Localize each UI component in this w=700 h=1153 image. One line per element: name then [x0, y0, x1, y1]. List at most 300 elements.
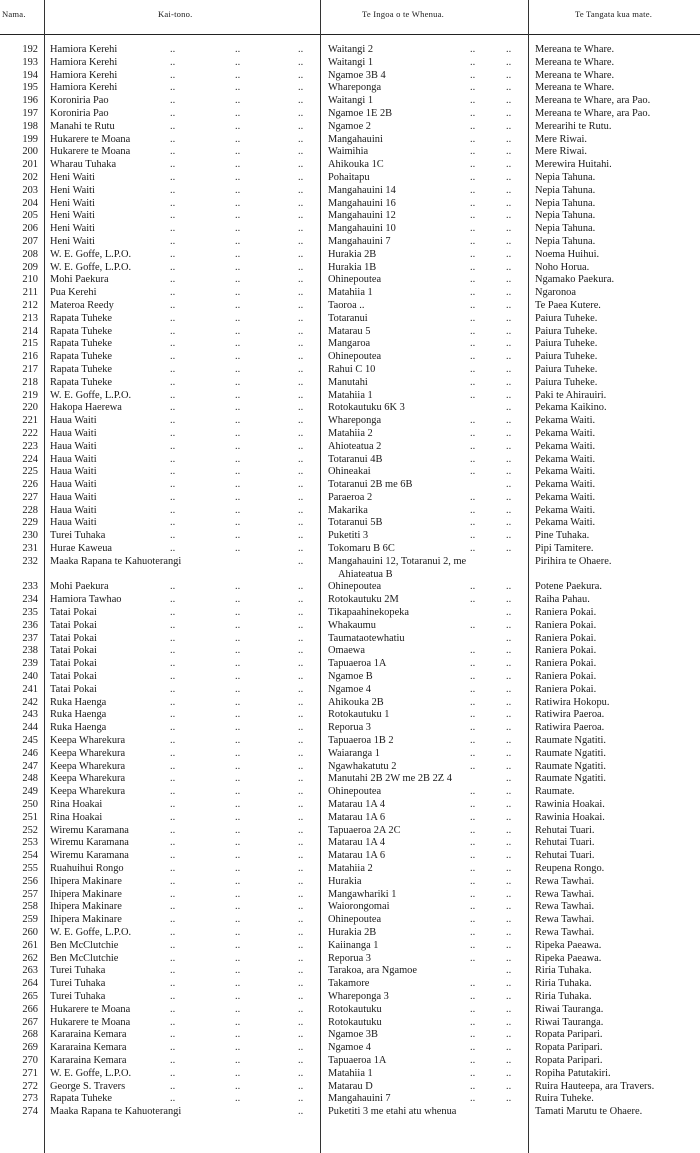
leader-dots: [506, 108, 511, 121]
table-row: [0, 1042, 700, 1055]
row-number: 227: [22, 491, 38, 503]
applicant-name: Heni Waiti: [50, 210, 95, 222]
table-row: [0, 530, 700, 543]
table-row: [0, 1106, 700, 1119]
table-row: [0, 607, 700, 620]
land-name: Ohinepoutea: [328, 351, 382, 363]
leader-dots: [506, 1004, 511, 1017]
land-name: Pohaitapu: [328, 171, 370, 183]
deceased-name: Nepia Tahuna.: [535, 184, 596, 196]
leader-dots: [470, 172, 475, 185]
row-number: 194: [22, 69, 38, 81]
leader-dots: [298, 940, 303, 953]
leader-dots: [298, 1017, 303, 1030]
leader-dots: [470, 415, 475, 428]
table-row: [0, 543, 700, 556]
row-number: 267: [22, 1016, 38, 1028]
deceased-name: Ropata Paripari.: [535, 1029, 603, 1041]
leader-dots: [506, 1093, 511, 1106]
land-name: Ngamoe 1E 2B: [328, 107, 393, 119]
table-row: [0, 633, 700, 646]
leader-dots: [298, 620, 303, 633]
leader-dots: [506, 57, 511, 70]
leader-dots: [298, 1004, 303, 1017]
applicant-name: Rapata Tuheke: [50, 338, 113, 350]
row-number: 213: [22, 312, 38, 324]
leader-dots: [298, 262, 303, 275]
table-row: [0, 82, 700, 95]
leader-dots: [506, 927, 511, 940]
table-row: [0, 351, 700, 364]
leader-dots: [506, 428, 511, 441]
leader-dots: [298, 70, 303, 83]
leader-dots: [506, 274, 511, 287]
deceased-name: Pekama Kaikino.: [535, 402, 607, 414]
table-row: [0, 313, 700, 326]
land-name: Kaiinanga 1: [328, 939, 379, 951]
leader-dots: [506, 722, 511, 735]
row-number: 192: [22, 44, 38, 55]
applicant-name: Turei Tuhaka: [50, 990, 106, 1002]
leader-dots: [470, 812, 475, 825]
leader-dots: [470, 492, 475, 505]
leader-dots: [470, 146, 475, 159]
land-name: Rahui C 10: [328, 363, 376, 375]
applicant-name: Haua Waiti: [50, 466, 97, 478]
leader-dots: [506, 159, 511, 172]
leader-dots: [298, 108, 303, 121]
table-row: [0, 1093, 700, 1106]
applicant-name: W. E. Goffe, L.P.O.: [50, 389, 132, 401]
row-number: 198: [22, 120, 38, 132]
leader-dots: [470, 236, 475, 249]
applicant-name: Heni Waiti: [50, 235, 95, 247]
applicant-name: Ihipera Makinare: [50, 901, 122, 913]
leader-dots: [298, 505, 303, 518]
leader-dots: [506, 95, 511, 108]
row-number: 235: [22, 607, 38, 619]
leader-dots: [506, 300, 511, 313]
leader-dots: [298, 799, 303, 812]
leader-dots: [470, 594, 475, 607]
leader-dots: [506, 198, 511, 211]
leader-dots: [298, 530, 303, 543]
applicant-name: Hukarere te Moana: [50, 1016, 131, 1028]
deceased-name: Pekama Waiti.: [535, 453, 596, 465]
deceased-name: Rawinia Hoakai.: [535, 811, 605, 823]
land-name: Ohinepoutea: [328, 274, 382, 286]
land-name: Manutahi 2B 2W me 2B 2Z 4: [328, 773, 452, 785]
leader-dots: [298, 44, 303, 57]
leader-dots: [470, 799, 475, 812]
land-name: Matahiia 1: [328, 287, 373, 299]
leader-dots: [506, 581, 511, 594]
deceased-name: Nepia Tahuna.: [535, 223, 596, 235]
leader-dots: [298, 492, 303, 505]
deceased-name: Noema Huihui.: [535, 248, 600, 260]
deceased-name: Pekama Waiti.: [535, 427, 596, 439]
leader-dots: [470, 1004, 475, 1017]
table-row: [0, 364, 700, 377]
leader-dots: [506, 658, 511, 671]
deceased-name: Rawinia Hoakai.: [535, 799, 605, 811]
applicant-name: Ruka Haenga: [50, 696, 107, 708]
land-name: Hurakia: [328, 875, 362, 887]
land-name: Mangaroa: [328, 338, 371, 350]
leader-dots: [506, 876, 511, 889]
row-number: 260: [22, 926, 38, 938]
leader-dots: [298, 633, 303, 646]
leader-dots: [298, 978, 303, 991]
table-row: [0, 748, 700, 761]
leader-dots: [506, 326, 511, 339]
land-name: Ngamoe 3B: [328, 1029, 378, 1041]
leader-dots: [470, 70, 475, 83]
table-row: [0, 517, 700, 530]
row-number: 217: [22, 363, 38, 375]
row-number: 206: [22, 223, 38, 235]
leader-dots: [470, 57, 475, 70]
land-name: Mangawhariki 1: [328, 888, 397, 900]
leader-dots: [506, 607, 511, 620]
leader-dots: [506, 44, 511, 57]
row-number: 199: [22, 133, 38, 145]
applicant-name: Tatai Pokai: [50, 671, 97, 683]
deceased-name: Paiura Tuheke.: [535, 351, 598, 363]
table-row: [0, 671, 700, 684]
applicant-name: Wiremu Karamana: [50, 824, 129, 836]
leader-dots: [298, 991, 303, 1004]
leader-dots: [470, 735, 475, 748]
leader-dots: [470, 684, 475, 697]
leader-dots: [298, 773, 303, 786]
leader-dots: [506, 965, 511, 978]
applicant-name: Pua Kerehi: [50, 287, 97, 299]
applicant-name: Hukarere te Moana: [50, 1003, 131, 1015]
leader-dots: [298, 57, 303, 70]
applicant-name: Keepa Wharekura: [50, 760, 126, 772]
leader-dots: [506, 748, 511, 761]
leader-dots: [470, 454, 475, 467]
land-name: Ngawhakatutu 2: [328, 760, 397, 772]
leader-dots: [470, 991, 475, 1004]
deceased-name: Raniera Pokai.: [535, 645, 597, 657]
row-number: 228: [22, 504, 38, 516]
leader-dots: [298, 658, 303, 671]
leader-dots: [506, 645, 511, 658]
applicant-name: W. E. Goffe, L.P.O.: [50, 1067, 132, 1079]
land-name: Waitangi 2: [328, 44, 374, 55]
table-row: [0, 709, 700, 722]
leader-dots: [298, 1106, 303, 1119]
deceased-name: Paiura Tuheke.: [535, 376, 598, 388]
leader-dots: [470, 1093, 475, 1106]
deceased-name: Ruira Hauteepa, ara Travers.: [535, 1080, 655, 1092]
deceased-name: Riwai Tauranga.: [535, 1016, 604, 1028]
leader-dots: [506, 402, 511, 415]
land-name: Whakaumu: [328, 619, 376, 631]
land-name: Matahiia 2: [328, 427, 373, 439]
deceased-name: Ropata Paripari.: [535, 1042, 603, 1054]
leader-dots: [470, 850, 475, 863]
leader-dots: [506, 543, 511, 556]
row-number: 209: [22, 261, 38, 273]
land-name: Puketiti 3: [328, 530, 369, 542]
deceased-name: Rewa Tawhai.: [535, 875, 595, 887]
leader-dots: [298, 351, 303, 364]
applicant-name: Tatai Pokai: [50, 683, 97, 695]
deceased-name: Rewa Tawhai.: [535, 914, 595, 926]
row-number: 246: [22, 747, 38, 759]
leader-dots: [506, 492, 511, 505]
row-number: 239: [22, 658, 38, 670]
applicant-name: Wiremu Karamana: [50, 837, 129, 849]
row-number: 241: [22, 683, 38, 695]
land-name: Matahiia 2: [328, 863, 373, 874]
table-row: [0, 889, 700, 902]
row-number: 197: [22, 107, 38, 119]
table-row: [0, 479, 700, 492]
row-number: 262: [22, 952, 38, 964]
row-number: 250: [22, 799, 38, 811]
leader-dots: [506, 889, 511, 902]
applicant-name: Tatai Pokai: [50, 632, 97, 644]
leader-dots: [470, 658, 475, 671]
leader-dots: [298, 287, 303, 300]
leader-dots: [470, 338, 475, 351]
leader-dots: [298, 390, 303, 403]
land-name: Ohinepoutea: [328, 786, 382, 798]
applicant-name: Haua Waiti: [50, 440, 97, 452]
row-number: 202: [22, 171, 38, 183]
land-name: Paraeroa 2: [328, 491, 373, 503]
row-number: 274: [22, 1106, 38, 1118]
table-row: [0, 1004, 700, 1017]
header-nama: Nama.: [2, 9, 26, 19]
table-row: [0, 825, 700, 838]
land-name: Ngamoe B: [328, 671, 373, 683]
land-name: Hurakia 1B: [328, 261, 377, 273]
deceased-name: Nepia Tahuna.: [535, 210, 596, 222]
land-name: Mangahauini: [328, 133, 383, 145]
leader-dots: [470, 1055, 475, 1068]
leader-dots: [470, 876, 475, 889]
leader-dots: [470, 95, 475, 108]
deceased-name: Riwai Tauranga.: [535, 1003, 604, 1015]
land-name: Hurakia 2B: [328, 248, 377, 260]
deceased-name: Ripeka Paeawa.: [535, 952, 602, 964]
row-number: 266: [22, 1003, 38, 1015]
row-number: 255: [22, 863, 38, 874]
row-number: 257: [22, 888, 38, 900]
leader-dots: [506, 223, 511, 236]
row-number: 263: [22, 965, 38, 977]
leader-dots: [506, 620, 511, 633]
leader-dots: [470, 505, 475, 518]
row-number: 244: [22, 722, 38, 734]
land-name: Hurakia 2B: [328, 926, 377, 938]
applicant-name: George S. Travers: [50, 1080, 126, 1092]
row-number: 231: [22, 543, 38, 555]
land-name: Ngamoe 3B 4: [328, 69, 386, 81]
table-row: [0, 991, 700, 1004]
applicant-name: Haua Waiti: [50, 504, 97, 516]
table-row: [0, 415, 700, 428]
leader-dots: [506, 594, 511, 607]
deceased-name: Rewa Tawhai.: [535, 888, 595, 900]
applicant-name: Turei Tuhaka: [50, 965, 106, 977]
applicant-name: Rina Hoakai: [50, 799, 103, 811]
applicant-name: Koroniria Pao: [50, 95, 109, 107]
deceased-name: Potene Paekura.: [535, 581, 602, 593]
leader-dots: [298, 223, 303, 236]
leader-dots: [298, 543, 303, 556]
table-row: [0, 441, 700, 454]
leader-dots: [506, 287, 511, 300]
land-name: Ohinepoutea: [328, 914, 382, 926]
deceased-name: Raumate Ngatiti.: [535, 735, 606, 747]
applicant-name: Keepa Wharekura: [50, 747, 126, 759]
applicant-name: Rapata Tuheke: [50, 312, 113, 324]
deceased-name: Mere Riwai.: [535, 146, 587, 158]
leader-dots: [298, 914, 303, 927]
land-name: Ohinepoutea: [328, 581, 382, 593]
applicant-name: Hamiora Kerehi: [50, 82, 118, 94]
applicant-name: Turei Tuhaka: [50, 530, 106, 542]
leader-dots: [470, 249, 475, 262]
leader-dots: [506, 134, 511, 147]
leader-dots: [506, 262, 511, 275]
leader-dots: [298, 415, 303, 428]
deceased-name: Raumate Ngatiti.: [535, 760, 606, 772]
deceased-name: Raniera Pokai.: [535, 671, 597, 683]
leader-dots: [470, 901, 475, 914]
applicant-name: Heni Waiti: [50, 197, 95, 209]
land-name: Mangahauini 16: [328, 197, 396, 209]
leader-dots: [298, 645, 303, 658]
row-number: 218: [22, 376, 38, 388]
land-name: Omaewa: [328, 645, 365, 657]
leader-dots: [298, 684, 303, 697]
table-row: [0, 390, 700, 403]
leader-dots: [470, 44, 475, 57]
table-row: [0, 965, 700, 978]
land-name: Puketiti 3 me etahi atu whenua: [328, 1106, 457, 1118]
applicant-name: Ihipera Makinare: [50, 914, 122, 926]
applicant-name: W. E. Goffe, L.P.O.: [50, 248, 132, 260]
leader-dots: [470, 300, 475, 313]
leader-dots: [506, 1055, 511, 1068]
leader-dots: [506, 761, 511, 774]
deceased-name: Rehutai Tuari.: [535, 837, 595, 849]
table-row: [0, 1017, 700, 1030]
row-number: 221: [22, 415, 38, 427]
land-name: Matarau 1A 6: [328, 850, 386, 862]
applicant-name: W. E. Goffe, L.P.O.: [50, 926, 132, 938]
row-number: 258: [22, 901, 38, 913]
leader-dots: [298, 121, 303, 134]
row-number: 248: [22, 773, 38, 785]
row-number: 211: [22, 287, 38, 299]
land-name-continued: Ahiateatua B: [338, 568, 393, 580]
leader-dots: [298, 965, 303, 978]
leader-dots: [298, 313, 303, 326]
leader-dots: [506, 185, 511, 198]
applicant-name: Haua Waiti: [50, 415, 97, 427]
leader-dots: [470, 837, 475, 850]
leader-dots: [470, 863, 475, 876]
applicant-name: Hamiora Kerehi: [50, 56, 118, 68]
row-number: 234: [22, 594, 38, 606]
applicant-name: Ruka Haenga: [50, 709, 107, 721]
land-name: Tapuaeroa 1B 2: [328, 735, 394, 747]
deceased-name: Pekama Waiti.: [535, 466, 596, 478]
applicant-name: Hamiora Tawhao: [50, 594, 122, 606]
land-name: Matahiia 1: [328, 1067, 373, 1079]
row-number: 226: [22, 479, 38, 491]
row-number: 208: [22, 248, 38, 260]
deceased-name: Ratiwira Paeroa.: [535, 722, 605, 734]
leader-dots: [298, 1042, 303, 1055]
table-row: [0, 927, 700, 940]
leader-dots: [298, 786, 303, 799]
land-name: Takamore: [328, 978, 370, 990]
leader-dots: [470, 1029, 475, 1042]
land-name: Ngamoe 4: [328, 683, 371, 695]
leader-dots: [470, 709, 475, 722]
applicant-name: Ruka Haenga: [50, 722, 107, 734]
table-row: [0, 210, 700, 223]
row-number: 245: [22, 735, 38, 747]
leader-dots: [298, 364, 303, 377]
leader-dots: [470, 940, 475, 953]
deceased-name: Reupena Rongo.: [535, 863, 605, 874]
row-number: 264: [22, 978, 38, 990]
applicant-name: Ben McClutchie: [50, 952, 119, 964]
leader-dots: [470, 134, 475, 147]
row-number: 243: [22, 709, 38, 721]
applicant-name: Heni Waiti: [50, 171, 95, 183]
land-name: Mangahauini 12, Totaranui 2, me: [328, 555, 467, 567]
leader-dots: [470, 428, 475, 441]
leader-dots: [298, 1093, 303, 1106]
table-row: [0, 722, 700, 735]
leader-dots: [470, 620, 475, 633]
table-row: [0, 172, 700, 185]
deceased-name: Nepia Tahuna.: [535, 197, 596, 209]
land-name: Waimihia: [328, 146, 369, 158]
deceased-name: Mereana te Whare.: [535, 44, 615, 55]
row-number: 249: [22, 786, 38, 798]
table-row: [0, 940, 700, 953]
land-name: Reporua 3: [328, 952, 371, 964]
leader-dots: [470, 914, 475, 927]
deceased-name: Paiura Tuheke.: [535, 363, 598, 375]
leader-dots: [470, 671, 475, 684]
leader-dots: [506, 351, 511, 364]
leader-dots: [298, 428, 303, 441]
applicant-name: Heni Waiti: [50, 184, 95, 196]
row-number: 273: [22, 1093, 38, 1105]
leader-dots: [298, 901, 303, 914]
row-number: 236: [22, 619, 38, 631]
applicant-name: Hurae Kaweua: [50, 543, 113, 555]
deceased-name: Mereana te Whare.: [535, 69, 615, 81]
table-row: [0, 1055, 700, 1068]
leader-dots: [506, 991, 511, 1004]
applicant-name: Kararaina Kemara: [50, 1042, 127, 1054]
leader-dots: [470, 121, 475, 134]
